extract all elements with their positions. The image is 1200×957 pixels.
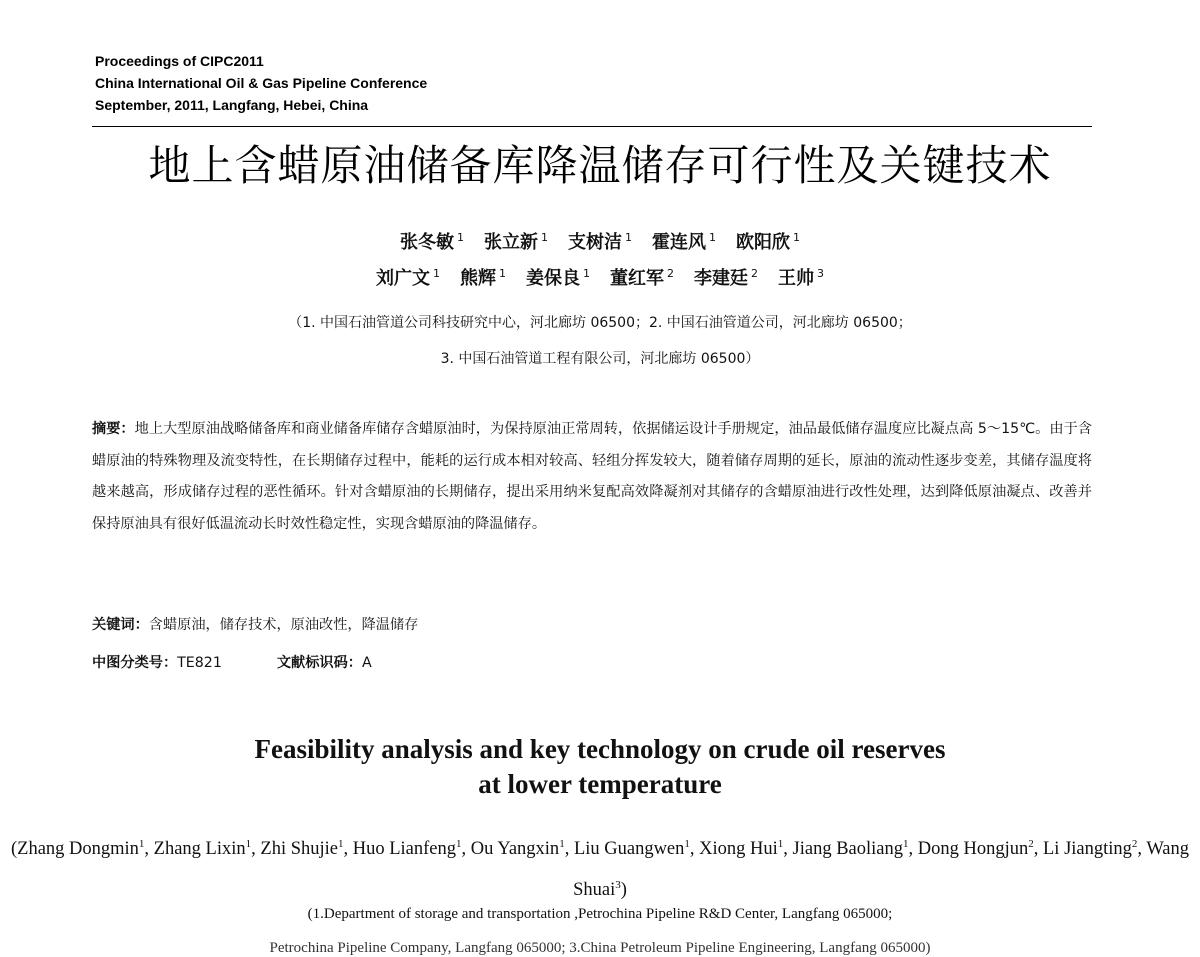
author-name: 熊辉 $^1$ bbox=[460, 267, 506, 289]
chinese-authors-row-2 bbox=[0, 264, 1200, 290]
author-name: 姜保良 $^1$ bbox=[526, 267, 590, 289]
author-affiliation-mark: 2 bbox=[751, 267, 758, 280]
clc-label: 中图分类号： bbox=[92, 655, 178, 671]
english-author-affiliation-mark: 1 bbox=[138, 838, 145, 850]
abstract-label: 摘要： bbox=[92, 421, 135, 437]
english-author-name: Dong Hongjun$^2$ bbox=[917, 838, 1034, 860]
english-author-name: Zhang Dongmin$^1$ bbox=[17, 838, 145, 860]
keywords-label: 关键词： bbox=[92, 617, 149, 633]
chinese-authors-row-1 bbox=[0, 228, 1200, 254]
author-name: 李建廷 $^2$ bbox=[694, 267, 758, 289]
author-name: 支树洁 $^1$ bbox=[568, 231, 632, 253]
english-authors: (Zhang Dongmin$^1$, Zhang Lixin$^1$, Zhi Shujie$^1$, Huo Lianfeng$^1$, Ou Yangxin$^1$, Liu Guangwen$^1$, Xiong Hui$^1$, Jiang Baoliang$^1$, Dong Hongjun$^2$, Li Jiangting$^2$, Wang Shuai$^3$) bbox=[10, 838, 1190, 901]
chinese-abstract bbox=[92, 414, 1092, 540]
author-affiliation-mark: 1 bbox=[457, 231, 464, 244]
english-author-name: Ou Yangxin$^1$ bbox=[470, 838, 565, 860]
english-author-affiliation-mark: 1 bbox=[777, 838, 784, 850]
english-author-name: Xiong Hui$^1$ bbox=[699, 838, 784, 860]
author-affiliation-mark: 1 bbox=[433, 267, 440, 280]
conference-name-line: China International Oil & Gas Pipeline Conference bbox=[95, 75, 428, 91]
author-name: 张立新 $^1$ bbox=[484, 231, 548, 253]
author-name: 张冬敏 $^1$ bbox=[400, 231, 464, 253]
author-affiliation-mark: 1 bbox=[625, 231, 632, 244]
author-name: 董红军 $^2$ bbox=[610, 267, 674, 289]
english-author-name: Liu Guangwen$^1$ bbox=[573, 838, 690, 860]
author-affiliation-mark: 1 bbox=[583, 267, 590, 280]
author-name: 欧阳欣 $^1$ bbox=[736, 231, 800, 253]
header-rule bbox=[92, 126, 1092, 127]
author-name: 刘广文 $^1$ bbox=[376, 267, 440, 289]
author-name: 霍连风 $^1$ bbox=[652, 231, 716, 253]
english-title-line-1: Feasibility analysis and key technology on crude oil reserves bbox=[254, 734, 946, 764]
english-title bbox=[0, 732, 1200, 802]
proceedings-line: Proceedings of CIPC2011 bbox=[95, 53, 264, 69]
english-author-affiliation-mark: 2 bbox=[1028, 838, 1034, 850]
english-affiliation-line-2-cropped: Petrochina Pipeline Company, Langfang 065000; 3.China Petroleum Pipeline Engineering, Langfang 065000) bbox=[269, 940, 931, 956]
chinese-affiliation-line-1: （1. 中国石油管道公司科技研究中心，河北廊坊 06500；2. 中国石油管道公司，河北廊坊 06500； bbox=[288, 315, 912, 331]
author-affiliation-mark: 1 bbox=[499, 267, 506, 280]
author-affiliation-mark: 1 bbox=[541, 231, 548, 244]
classification-line bbox=[92, 652, 1092, 672]
doc-code-label: 文献标识码： bbox=[276, 655, 362, 671]
chinese-affiliation-line-2: 3. 中国石油管道工程有限公司，河北廊坊 06500） bbox=[440, 351, 760, 367]
english-author-name: Jiang Baoliang$^1$ bbox=[792, 838, 909, 860]
english-author-affiliation-mark: 3 bbox=[615, 879, 621, 892]
abstract-text: 地上大型原油战略储备库和商业储备库储存含蜡原油时，为保持原油正常周转，依据储运设计手册规定，油品最低储存温度应比凝点高 5～15℃。由于含蜡原油的特殊物理及流变特性，在长期储存过程中，能耗的运行成本相对较高、轻组分挥发较大，随着储存周期的延长，原油的流动性逐步变差，其储存温度将越来越高，形成储存过程的恶性循环。针对含蜡原油的长期储存，提出采用纳米复配高效降凝剂对其储存的含蜡原油进行改性处理，达到降低原油凝点、改善并保持原油具有很好低温流动长时效性稳定性，实现含蜡原油的降温储存。 bbox=[92, 421, 1092, 532]
english-author-affiliation-mark: 1 bbox=[456, 838, 462, 850]
english-author-affiliation-mark: 1 bbox=[684, 838, 690, 850]
english-author-name: Huo Lianfeng$^1$ bbox=[352, 838, 462, 860]
author-affiliation-mark: 3 bbox=[817, 267, 824, 280]
author-name: 王帅 $^3$ bbox=[778, 267, 824, 289]
author-affiliation-mark: 1 bbox=[709, 231, 716, 244]
author-affiliation-mark: 2 bbox=[667, 267, 674, 280]
author-affiliation-mark: 1 bbox=[793, 231, 800, 244]
clc-value: TE821 bbox=[177, 655, 222, 671]
english-author-name: Li Jiangting$^2$ bbox=[1043, 838, 1138, 860]
english-author-affiliation-mark: 1 bbox=[245, 838, 252, 850]
english-title-line-2: at lower temperature bbox=[478, 769, 722, 799]
conference-header bbox=[95, 50, 427, 116]
english-author-affiliation-mark: 1 bbox=[559, 838, 565, 850]
conference-date-line: September, 2011, Langfang, Hebei, China bbox=[95, 97, 369, 113]
chinese-title: 地上含蜡原油储备库降温储存可行性及关键技术 bbox=[148, 141, 1052, 190]
english-author-name: Wang Shuai$^3$ bbox=[573, 839, 1190, 901]
english-author-affiliation-mark: 1 bbox=[338, 838, 344, 850]
english-affiliation-line-1: (1.Department of storage and transportation ,Petrochina Pipeline R&D Center, Langfang 065000; bbox=[307, 906, 893, 922]
keywords bbox=[92, 614, 1092, 634]
keywords-text: 含蜡原油，储存技术，原油改性，降温储存 bbox=[148, 617, 419, 633]
english-author-affiliation-mark: 2 bbox=[1131, 838, 1138, 850]
english-author-name: Zhang Lixin$^1$ bbox=[153, 838, 252, 860]
english-author-name: Zhi Shujie$^1$ bbox=[260, 838, 344, 860]
english-author-affiliation-mark: 1 bbox=[903, 838, 909, 850]
doc-code-value: A bbox=[362, 655, 372, 671]
